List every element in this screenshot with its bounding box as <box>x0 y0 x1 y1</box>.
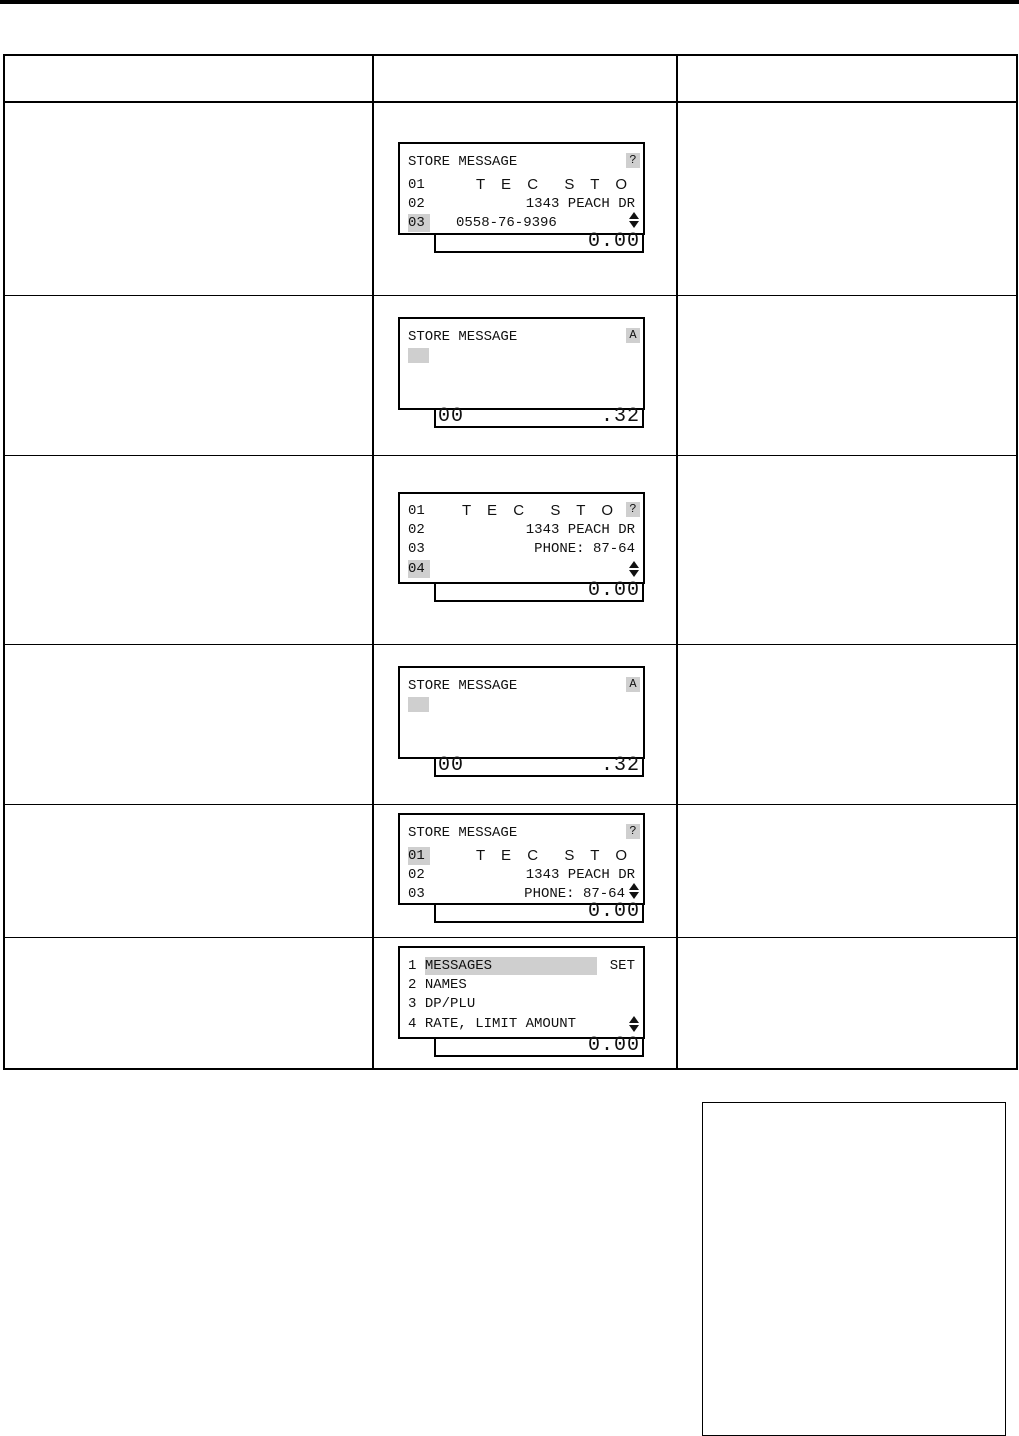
amount-display <box>434 1034 644 1057</box>
amount-left: 00 <box>438 405 465 428</box>
line-number: 02 <box>408 522 425 538</box>
line-number-selected: 03 <box>408 214 430 232</box>
lcd-display-4 <box>398 666 645 777</box>
menu-label: RATE, LIMIT AMOUNT <box>424 1016 577 1032</box>
amount-value: 0.00 <box>587 579 640 602</box>
menu-label: NAMES <box>424 977 467 993</box>
row-divider <box>5 455 1016 456</box>
amount-value: 0.00 <box>587 1034 640 1057</box>
amount-display <box>434 754 644 777</box>
line-text: PHONE: 87-64 <box>524 886 625 902</box>
amount-right: .32 <box>600 405 640 428</box>
amount-left: 00 <box>438 754 465 777</box>
amount-display <box>434 405 644 428</box>
lcd-line <box>408 176 635 194</box>
line-text: T E C S T O <box>475 176 633 193</box>
cursor-block <box>408 697 429 712</box>
lcd-title: STORE MESSAGE <box>408 678 518 694</box>
lcd-screen <box>398 142 645 235</box>
lcd-title: STORE MESSAGE <box>408 825 518 841</box>
line-number: 02 <box>408 196 425 212</box>
mode-badge: A <box>626 677 640 692</box>
row-divider <box>5 804 1016 805</box>
line-text: 0558-76-9396 <box>456 215 557 231</box>
lcd-display-2 <box>398 317 645 428</box>
line-number-selected: 01 <box>408 847 430 865</box>
line-number: 01 <box>408 177 425 193</box>
column-header-notes <box>678 56 1018 102</box>
lcd-screen <box>398 317 645 410</box>
line-number: 03 <box>408 886 425 902</box>
lcd-line <box>408 847 635 865</box>
row-divider <box>5 937 1016 938</box>
menu-item <box>408 995 635 1013</box>
row-divider <box>5 295 1016 296</box>
lcd-line <box>408 540 635 558</box>
lcd-line <box>408 560 635 578</box>
amount-display <box>434 900 644 923</box>
menu-number: 4 <box>408 1016 417 1032</box>
line-text: 1343 PEACH DR <box>525 196 635 212</box>
amount-display <box>434 579 644 602</box>
lcd-display-5 <box>398 813 645 923</box>
lcd-title: STORE MESSAGE <box>408 329 518 345</box>
lcd-display-3 <box>398 492 645 602</box>
lcd-display-1 <box>398 142 645 253</box>
row-divider <box>5 644 1016 645</box>
line-number: 03 <box>408 541 425 557</box>
amount-value: 0.00 <box>587 230 640 253</box>
lcd-screen <box>398 666 645 759</box>
cursor-block <box>408 348 429 363</box>
column-divider <box>676 56 678 1068</box>
column-header-display <box>374 56 676 102</box>
mode-badge: ? <box>626 502 640 517</box>
amount-display <box>434 230 644 253</box>
lcd-line <box>408 521 635 539</box>
menu-label: MESSAGES <box>425 957 597 975</box>
line-text: T E C S T O <box>461 502 619 519</box>
mode-badge: ? <box>626 153 640 168</box>
line-text: T E C S T O <box>475 847 633 864</box>
mode-badge: ? <box>626 824 640 839</box>
menu-number: 3 <box>408 996 417 1012</box>
amount-value: 0.00 <box>587 900 640 923</box>
scroll-arrows-icon <box>629 1016 639 1032</box>
lcd-line <box>408 502 635 520</box>
lcd-screen <box>398 492 645 584</box>
menu-item-selected <box>408 957 635 975</box>
line-text: PHONE: 87-64 <box>534 541 635 557</box>
menu-item <box>408 1015 635 1033</box>
column-header-operation <box>5 56 372 102</box>
lcd-screen <box>398 946 645 1039</box>
menu-status: SET <box>609 958 635 974</box>
line-text: 1343 PEACH DR <box>525 867 635 883</box>
lcd-line <box>408 195 635 213</box>
lcd-line <box>408 866 635 884</box>
line-number: 01 <box>408 503 425 519</box>
mode-badge: A <box>626 328 640 343</box>
scroll-arrows-icon <box>629 883 639 899</box>
menu-item <box>408 976 635 994</box>
lcd-screen <box>398 813 645 905</box>
lcd-display-6 <box>398 946 645 1057</box>
note-box <box>702 1102 1006 1436</box>
amount-right: .32 <box>600 754 640 777</box>
line-text: 1343 PEACH DR <box>525 522 635 538</box>
top-rule <box>0 0 1019 4</box>
scroll-arrows-icon <box>629 561 639 577</box>
column-divider <box>372 56 374 1068</box>
line-number-selected: 04 <box>408 560 430 578</box>
menu-number: 2 <box>408 977 417 993</box>
lcd-title: STORE MESSAGE <box>408 154 518 170</box>
scroll-arrows-icon <box>629 212 639 228</box>
menu-label: DP/PLU <box>424 996 476 1012</box>
line-number: 02 <box>408 867 425 883</box>
menu-number: 1 <box>408 958 417 974</box>
